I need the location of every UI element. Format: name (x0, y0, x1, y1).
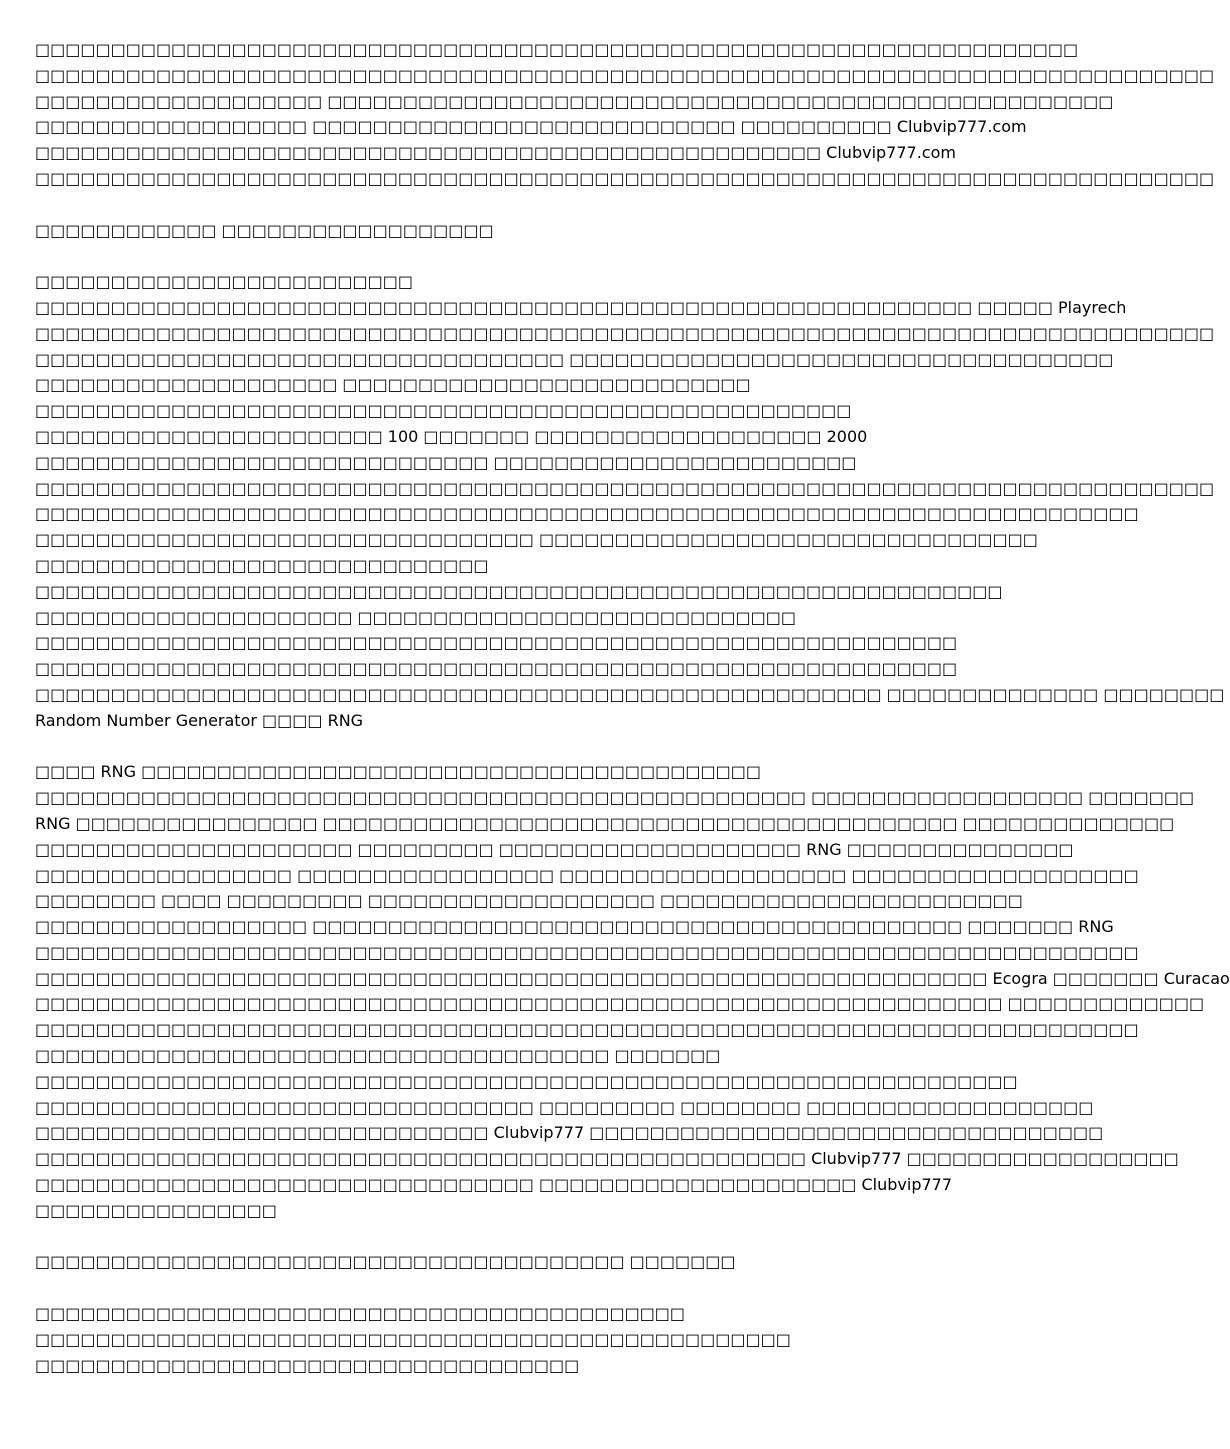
text-line: □□□□□□□□□□□□□□□□□□□□□□□□□□□□□□□□□ □□□□□□□□□□□□□□□□□□□□□ Clubvip777 (35, 1175, 953, 1195)
paragraph-gap (35, 192, 990, 218)
text-line: □□□□□□□□□□□□□□□□□□□□□□□□□□□□□□□□□□□□□□□□□□□□□□□□□□□□□□□□□□□□□□□□□□□□□□□□□□□□□□ (35, 65, 1215, 85)
text-line: □□□□□□□□□□□□□□□□□□ □□□□□□□□□□□□□□□□□□□□□□□□□□□□ □□□□□□□□□□ Clubvip777.com (35, 117, 1027, 137)
text-line: RNG □□□□□□□□□□□□□□□□ □□□□□□□□□□□□□□□□□□□□□□□□□□□□□□□□□□□□□□□□□□ □□□□□□□□□□□□□□ (35, 813, 1175, 833)
text-line: □□□□□□□□□□□□□□□□□□□□□□□□□□□□□□ Clubvip777 □□□□□□□□□□□□□□□□□□□□□□□□□□□□□□□□□□ (35, 1123, 1104, 1143)
text-line: □□□□□□□□□□□□□□□□□□□□□□□□□□□□□□□□□□□□□□□□□□□□□□□□□□□□□□□□□□□□□□□ Ecogra □□□□□□□ Curacao (35, 968, 1230, 988)
text-line: □□□□□□□□□□□□□□□□□□□□□□□□□□□□□□□□□□□□□□□□□□□□□□□□□□□□□□□□□□□□□□□□□□□□□□□□□□□□□□ (35, 323, 1215, 343)
text-line: □□□□□□□□□□□□□□□□□□□□□□□□□□□□□□□□□□□□□□□□□□□□□□□□□□□□□□□□□□□□□□□□□□□□□□□□□ (35, 1020, 1139, 1040)
text-line: □□□□□□□□□□□□□□□□□□□□ □□□□□□□□□□□□□□□□□□□□□□□□□□□ (35, 375, 751, 395)
paragraph-gap (35, 1275, 990, 1301)
text-line: □□□□□□□□ □□□□ □□□□□□□□□ □□□□□□□□□□□□□□□□□□□ □□□□□□□□□□□□□□□□□□□□□□□□ (35, 891, 1023, 911)
paragraph-gap (35, 1224, 990, 1250)
text-line: □□□□□□□□□□□□□□□□□□□□□□□□□□□□□□□□□□□□□□□□□□□□□□□□□□□□□□□□□□□□□□□□□□□□□□□□□ (35, 504, 1139, 524)
text-line: □□□□□□□□□□□□□□□□□□□□□ □□□□□□□□□ □□□□□□□□□□□□□□□□□□□□ RNG □□□□□□□□□□□□□□□ (35, 839, 1074, 859)
text-line: □□□□□□□□□□□□□□□□□□□□□□□ 100 □□□□□□□ □□□□□□□□□□□□□□□□□□□ 2000 (35, 426, 868, 446)
text-line: □□□□□□□□□□□□□□□□□□□□□□□□□□□□□□□□□□□□□□□□□□□□□□□□□□□□□□□□□□□□□□□□□□□□□□□□□□□□□□ (35, 168, 1215, 188)
text-line: □□□□□□□□□□□□□□□□□□□□□□□□□□□□□□□□□ □□□□□□□□□ □□□□□□□□ □□□□□□□□□□□□□□□□□□□ (35, 1097, 1094, 1117)
text-line: □□□□□□□□□□□□□□□□□□□□□□□□□□□□□□□□□□□□□□ □□□□□□□ (35, 1046, 721, 1066)
section-heading (35, 218, 990, 244)
text-line: □□□□□□□□□□□□□□□□□□□□□□□□□□□□□□□□□□□□□□□ □□□□□□□ (35, 1252, 736, 1272)
text-line: □□□□□□□□□□□□□□□□□□□□□□□□□□□□□□□□□□□□□□□□□□□□□□□□□□□□□□□□□□□□□□ □□□□□ Playrech (35, 297, 1127, 317)
text-line: □□□□□□□□□□□□□□□□□□□□□□□□□□□□□□□□□□□□□□□□□□□□□□□□□□□□□□□□□□□□□ (35, 633, 958, 653)
text-line: □□□□□□□□□□□□□□□□□□□□□□□□□□□□□□□□□□□□□□□□□□□ (35, 1304, 686, 1324)
text-line: □□□□□□□□□□□□□□□□□□□□□□□□□□□□□□□□□□□□□□□□□□□□□□□□□□□ □□□□□□□□□□□□□□□□□□ □□□□□□□ (35, 788, 1195, 808)
text-line: □□□□□□□□□□□□□□□□□□□□□□□□□□□□□□□□□□□□□□□□□□□□□□□□□□□□□□□□□□□□□□□□ (35, 581, 1003, 601)
text-line: □□□□□□□□□□□□□□□□□□□□□□□□□□□□□□□□□□□□□□□□□□□□□□□□□□□□□□□□ □□□□□□□□□□□□□□ □□□□□□□□ (35, 684, 1225, 704)
text-line: □□□□□□□□□□□□□□□□□□□□□ □□□□□□□□□□□□□□□□□□□□□□□□□□□□□ (35, 607, 796, 627)
text-line: □□□□□□□□□□□□□□□□□□□□□□□□□□□□□□□□□□□□□□□□□□□□□□□□□□□□□□□□□□□□□□□□□□□□□□□□□ (35, 942, 1139, 962)
text-line: □□□□□□□□□□□□□□□□□□□□□□□□□□□□□□□□□□□□□□□□□□□□□□□□□□□ Clubvip777 □□□□□□□□□□□□□□□□□□ (35, 1149, 1179, 1169)
text-line: □□□□□□□□□□□□ □□□□□□□□□□□□□□□□□□ (35, 220, 494, 240)
text-line: □□□□□□□□□□□□□□□□□□□□□□□□□□□□□□□□□□□□□□□□□□□□□□□□□□□□□□ (35, 401, 852, 421)
section-heading (35, 1249, 990, 1275)
text-line: □□□□□□□□□□□□□□□□□□□□□□□□□□□□□□□□□□□□ (35, 1355, 580, 1375)
paragraph (35, 759, 1230, 1223)
text-line: □□□□□□□□□□□□□□□□□□□□□□□□□□□□□□□□□□□□□□□□□□□□□□□□□□□□□□□□□□□□□ (35, 659, 958, 679)
paragraph (35, 269, 1225, 733)
text-line: □□□□□□□□□□□□□□□□ (35, 1200, 277, 1220)
text-line: □□□□ RNG □□□□□□□□□□□□□□□□□□□□□□□□□□□□□□□□□□□□□□□□□ (35, 762, 761, 782)
text-line: □□□□□□□□□□□□□□□□□□□□□□□□□□□□□□□□□□□□□□□□□□□□□□□□□□□□□□□□□□□□□□□□□□□□□□□□□□□□□□ (35, 478, 1215, 498)
paragraph-gap (35, 734, 990, 760)
paragraph-gap (35, 243, 990, 269)
text-line: □□□□□□□□□□□□□□□□□□□□□□□□□ (35, 272, 413, 292)
text-line: □□□□□□□□□□□□□□□□□□□ □□□□□□□□□□□□□□□□□□□□□□□□□□□□□□□□□□□□□□□□□□□□□□□□□□□□ (35, 91, 1114, 111)
text-line: □□□□□□□□□□□□□□□□□ □□□□□□□□□□□□□□□□□ □□□□□□□□□□□□□□□□□□□ □□□□□□□□□□□□□□□□□□□ (35, 865, 1139, 885)
text-line: □□□□□□□□□□□□□□□□□□□□□□□□□□□□□□□□□□□ □□□□□□□□□□□□□□□□□□□□□□□□□□□□□□□□□□□□ (35, 349, 1114, 369)
text-line: □□□□□□□□□□□□□□□□□□□□□□□□□□□□□□□□□□□□□□□□□□□□□□□□□□□□□□□□□□□□□□□□ □□□□□□□□□□□□□ (35, 994, 1205, 1014)
text-line: □□□□□□□□□□□□□□□□□□□□□□□□□□□□□□□□□□□□□□□□□□□□□□□□□□□□ Clubvip777.com (35, 143, 956, 163)
text-line: □□□□□□□□□□□□□□□□□□□□□□□□□□□□□□□□□□□□□□□□□□□□□□□□□□ (35, 1329, 791, 1349)
paragraph (35, 1301, 990, 1378)
text-line: □□□□□□□□□□□□□□□□□□□□□□□□□□□□□□□□□□□□□□□□□□□□□□□□□□□□□□□□□□□□□□□□□ (35, 1071, 1018, 1091)
text-line: Random Number Generator □□□□ RNG (35, 710, 364, 730)
text-line: □□□□□□□□□□□□□□□□□□□□□□□□□□□□□□ □□□□□□□□□□□□□□□□□□□□□□□□ (35, 452, 857, 472)
text-line: □□□□□□□□□□□□□□□□□□□□□□□□□□□□□□□□□□□□□□□□□□□□□□□□□□□□□□□□□□□□□□□□□□□□□ (35, 40, 1079, 59)
paragraph (35, 37, 1215, 192)
text-line: □□□□□□□□□□□□□□□□□□□□□□□□□□□□□□□□□ □□□□□□□□□□□□□□□□□□□□□□□□□□□□□□□□□ (35, 530, 1038, 550)
text-line: □□□□□□□□□□□□□□□□□□□□□□□□□□□□□□ (35, 555, 489, 575)
text-line: □□□□□□□□□□□□□□□□□□ □□□□□□□□□□□□□□□□□□□□□□□□□□□□□□□□□□□□□□□□□□□ □□□□□□□ RNG (35, 917, 1114, 937)
document-body (35, 37, 1230, 1378)
